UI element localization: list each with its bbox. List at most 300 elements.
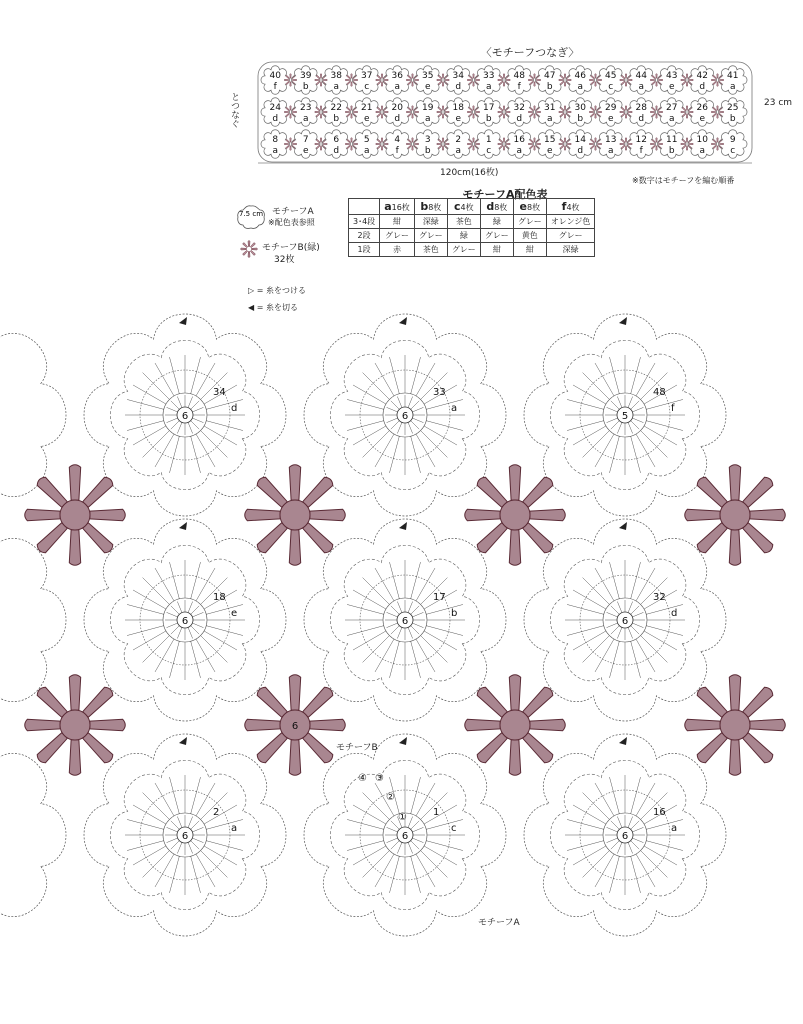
joining-grid xyxy=(250,60,762,164)
stitch-line xyxy=(353,631,386,650)
color-table xyxy=(348,198,595,257)
motif-center-count: 6 xyxy=(621,616,629,627)
color-cell: 赤 xyxy=(380,243,415,257)
stitch-line xyxy=(155,639,174,672)
stitch-line xyxy=(391,421,399,429)
motif-a-legend-icon xyxy=(236,204,266,230)
joining-cell-number: 3 xyxy=(424,135,431,145)
joining-cell-number: 6 xyxy=(333,135,340,145)
color-cell: オレンジ色 xyxy=(546,215,595,229)
stitch-line xyxy=(192,827,203,832)
legend-cut-yarn: ◀ = 糸を切る xyxy=(248,303,298,312)
stitch-line xyxy=(628,842,633,853)
stitch-line xyxy=(411,421,419,429)
stitch-line xyxy=(389,436,399,473)
stitch-line xyxy=(573,426,606,445)
stitch-line xyxy=(191,436,201,473)
joining-cell-number: 36 xyxy=(391,71,403,81)
stitch-line xyxy=(206,626,243,636)
table-row xyxy=(349,243,595,257)
stitch-line xyxy=(127,421,164,431)
stitch-line xyxy=(188,842,193,853)
table-row xyxy=(349,229,595,243)
round-marker: ③ xyxy=(375,773,384,784)
stitch-line xyxy=(191,641,201,678)
joining-cell-number: 24 xyxy=(269,103,281,113)
stitch-line xyxy=(628,602,633,613)
stitch-line xyxy=(389,641,399,678)
stitch-line xyxy=(411,626,419,634)
table-row xyxy=(349,215,595,229)
stitch-line xyxy=(347,626,384,636)
stitch-line xyxy=(632,407,643,412)
stitch-line xyxy=(567,841,604,851)
stitch-line xyxy=(646,421,683,431)
motif-number: 18 xyxy=(213,592,226,603)
joining-cell-number: 25 xyxy=(727,103,739,113)
stitch-line xyxy=(609,436,619,473)
stitch-line xyxy=(583,373,610,400)
joining-cell-number: 16 xyxy=(513,135,525,145)
stitch-line xyxy=(408,397,413,408)
joining-cell-number: 9 xyxy=(729,135,736,145)
motif-b-center xyxy=(60,710,90,740)
joining-cell-letter: c xyxy=(608,82,614,92)
joining-cell-letter: e xyxy=(424,82,431,92)
stitch-line xyxy=(607,827,618,832)
stitch-line xyxy=(204,426,237,445)
joining-cell-number: 37 xyxy=(361,71,373,81)
motif-b xyxy=(245,465,346,566)
stitch-line xyxy=(611,606,619,614)
motif-a xyxy=(524,734,726,936)
joining-cell-letter: d xyxy=(516,114,523,124)
joining-cell-number: 7 xyxy=(302,135,309,145)
motif-b xyxy=(685,465,786,566)
stitch-line xyxy=(196,854,215,887)
stitch-line xyxy=(421,431,448,458)
stitch-line xyxy=(412,612,423,617)
stitch-line xyxy=(416,639,435,672)
stitch-line xyxy=(143,578,170,605)
stitch-line xyxy=(191,777,201,814)
stitch-line xyxy=(408,817,413,828)
joining-cell-number: 18 xyxy=(452,103,464,113)
stitch-line xyxy=(644,846,677,865)
stitch-line xyxy=(595,363,614,396)
color-cell: グレー xyxy=(480,229,513,243)
stitch-line xyxy=(631,841,639,849)
motif-number: 48 xyxy=(653,387,666,398)
color-header: e8枚 xyxy=(513,199,546,215)
round-label: 3･4段 xyxy=(349,215,380,229)
color-cell: 黄色 xyxy=(513,229,546,243)
height-label: 23 cm xyxy=(764,98,793,108)
joining-cell-letter: b xyxy=(302,82,309,92)
joining-cell-letter: a xyxy=(577,82,584,92)
stitch-line xyxy=(646,604,683,614)
stitch-line xyxy=(375,568,394,601)
stitch-line xyxy=(353,590,386,609)
joining-cell-number: 47 xyxy=(544,71,556,81)
joining-cell-number: 44 xyxy=(635,71,647,81)
stitch-line xyxy=(363,578,390,605)
stitch-line xyxy=(191,421,199,429)
joining-cell-letter: b xyxy=(577,114,584,124)
stitch-line xyxy=(416,854,435,887)
stitch-line xyxy=(169,436,179,473)
motif-color-letter: b xyxy=(451,608,458,619)
stitch-line xyxy=(171,841,179,849)
stitch-line xyxy=(171,401,179,409)
joining-cell-number: 40 xyxy=(269,71,281,81)
color-cell: 紺 xyxy=(480,243,513,257)
stitch-line xyxy=(424,846,457,865)
motif-b-center xyxy=(720,500,750,530)
stitch-line xyxy=(607,623,618,628)
stitch-line xyxy=(387,827,398,832)
motif-center-count: 6 xyxy=(401,616,409,627)
stitch-line xyxy=(347,421,384,431)
stitch-line xyxy=(632,827,643,832)
stitch-line xyxy=(573,805,606,824)
joining-cell-letter: d xyxy=(333,146,340,156)
stitch-line xyxy=(424,426,457,445)
joining-cell-number: 2 xyxy=(455,135,462,145)
stitch-line xyxy=(188,422,193,433)
stitch-line xyxy=(171,626,179,634)
joining-cell-letter: e xyxy=(668,82,675,92)
stitch-line xyxy=(595,783,614,816)
motif-b-legend-name: モチーフB(緑) xyxy=(262,243,320,253)
stitch-line xyxy=(191,821,199,829)
stitch-line xyxy=(391,841,399,849)
joining-cell-number: 1 xyxy=(485,135,492,145)
cut-yarn-mark xyxy=(399,737,407,745)
stitch-line xyxy=(133,590,166,609)
stitch-line xyxy=(143,373,170,400)
joining-cell-letter: f xyxy=(273,82,277,92)
stitch-line xyxy=(177,627,182,638)
stitch-line xyxy=(387,838,398,843)
stitch-line xyxy=(628,627,633,638)
joining-cell-number: 14 xyxy=(574,135,586,145)
color-cell: 緑 xyxy=(447,229,480,243)
joining-cell-letter: a xyxy=(668,114,675,124)
joining-cell-number: 42 xyxy=(696,71,708,81)
motif-b-center xyxy=(60,500,90,530)
joining-cell-number: 46 xyxy=(574,71,586,81)
stitch-line xyxy=(347,604,384,614)
joining-cell-number: 12 xyxy=(635,135,647,145)
stitch-line xyxy=(583,431,610,458)
stitch-line xyxy=(387,407,398,412)
joining-cell-letter: c xyxy=(730,146,736,156)
stitch-line xyxy=(177,397,182,408)
joining-cell-letter: a xyxy=(333,82,340,92)
stitch-line xyxy=(177,422,182,433)
joining-cell-letter: a xyxy=(272,146,279,156)
joining-cell-letter: d xyxy=(394,114,401,124)
stitch-line xyxy=(155,568,174,601)
motif-b-center xyxy=(720,710,750,740)
stitch-line xyxy=(646,399,683,409)
round-marker: ① xyxy=(398,812,407,823)
stitch-line xyxy=(167,407,178,412)
joining-cell-number: 22 xyxy=(330,103,342,113)
round-label: 2段 xyxy=(349,229,380,243)
color-cell: グレー xyxy=(380,229,415,243)
stitch-line xyxy=(631,606,639,614)
motif-color-letter: a xyxy=(231,823,238,834)
joining-cell-number: 28 xyxy=(635,103,647,113)
stitch-line xyxy=(389,562,399,599)
motif-a-caption: モチーフA xyxy=(478,918,520,928)
joining-cell-number: 4 xyxy=(394,135,401,145)
stitch-line xyxy=(421,636,448,663)
joining-cell-number: 15 xyxy=(544,135,556,145)
round-marker: ② xyxy=(386,792,395,803)
joining-cell-number: 27 xyxy=(666,103,678,113)
stitch-line xyxy=(169,357,179,394)
cut-yarn-mark xyxy=(619,737,627,745)
motif-color-letter: a xyxy=(451,403,458,414)
cut-yarn-mark xyxy=(179,317,187,325)
stitch-line xyxy=(167,838,178,843)
stitch-line xyxy=(607,407,618,412)
stitch-line xyxy=(133,631,166,650)
stitch-line xyxy=(611,841,619,849)
joining-cell-number: 48 xyxy=(513,71,525,81)
joining-cell-letter: b xyxy=(729,114,736,124)
stitch-line xyxy=(204,846,237,865)
joining-cell-letter: b xyxy=(546,82,553,92)
stitch-line xyxy=(353,805,386,824)
joining-cell-letter: a xyxy=(302,114,309,124)
stitch-line xyxy=(191,856,201,893)
stitch-line xyxy=(631,436,641,473)
motif-color-letter: d xyxy=(231,403,238,414)
joining-cell-letter: f xyxy=(395,146,399,156)
stitch-line xyxy=(426,421,463,431)
motif-number: 32 xyxy=(653,592,666,603)
stitch-line xyxy=(169,777,179,814)
stitch-line xyxy=(363,431,390,458)
stitch-line xyxy=(192,623,203,628)
stitch-line xyxy=(636,854,655,887)
stitch-line xyxy=(201,636,228,663)
color-cell: 深緑 xyxy=(546,243,595,257)
color-header: a16枚 xyxy=(380,199,415,215)
joining-cell-letter: c xyxy=(486,146,492,156)
stitch-line xyxy=(155,783,174,816)
motif-b xyxy=(685,675,786,776)
stitch-line xyxy=(408,627,413,638)
stitch-line xyxy=(363,373,390,400)
stitch-line xyxy=(583,851,610,878)
stitch-line xyxy=(646,819,683,829)
stitch-line xyxy=(411,777,421,814)
stitch-line xyxy=(628,817,633,828)
stitch-line xyxy=(412,407,423,412)
motif-b-legend-count: 32枚 xyxy=(274,255,295,265)
stitch-line xyxy=(611,401,619,409)
joining-cell-letter: e xyxy=(699,114,706,124)
stitch-line xyxy=(127,841,164,851)
stitch-line xyxy=(397,842,402,853)
stitch-line xyxy=(632,838,643,843)
stitch-line xyxy=(421,851,448,878)
stitch-line xyxy=(201,431,228,458)
joining-cell-number: 13 xyxy=(605,135,617,145)
stitch-line xyxy=(167,827,178,832)
stitch-line xyxy=(426,841,463,851)
stitch-line xyxy=(408,842,413,853)
motif-number: 17 xyxy=(433,592,446,603)
stitch-line xyxy=(167,612,178,617)
cut-yarn-mark xyxy=(399,522,407,530)
joining-cell-letter: a xyxy=(638,82,645,92)
stitch-line xyxy=(191,626,199,634)
stitch-line xyxy=(567,626,604,636)
stitch-line xyxy=(375,363,394,396)
stitch-line xyxy=(628,422,633,433)
stitch-line xyxy=(595,568,614,601)
stitch-line xyxy=(389,856,399,893)
stitch-line xyxy=(631,641,641,678)
stitch-line xyxy=(143,793,170,820)
joining-cell-letter: a xyxy=(546,114,553,124)
motif-center-count: 6 xyxy=(181,411,189,422)
stitch-line xyxy=(192,418,203,423)
joining-cell-number: 26 xyxy=(696,103,708,113)
stitch-line xyxy=(631,777,641,814)
stitch-line xyxy=(347,841,384,851)
partial-motif-left xyxy=(0,734,66,936)
stitch-line xyxy=(411,641,421,678)
stitch-line xyxy=(636,434,655,467)
motif-a-legend-note: ※配色表参照 xyxy=(268,218,315,227)
joining-cell-letter: b xyxy=(424,146,431,156)
joining-cell-number: 19 xyxy=(422,103,434,113)
stitch-line xyxy=(583,793,610,820)
motif-b-legend-icon xyxy=(240,240,258,258)
joining-cell-number: 21 xyxy=(361,103,373,113)
stitch-line xyxy=(646,626,683,636)
stitch-line xyxy=(573,590,606,609)
motif-color-letter: f xyxy=(671,403,675,414)
stitch-line xyxy=(391,606,399,614)
stitch-line xyxy=(424,631,457,650)
joining-cell-number: 29 xyxy=(605,103,617,113)
stitch-line xyxy=(143,636,170,663)
stitch-line xyxy=(206,841,243,851)
joining-cell-letter: e xyxy=(607,114,614,124)
stitch-line xyxy=(155,434,174,467)
stitch-line xyxy=(387,418,398,423)
stitch-line xyxy=(641,851,668,878)
stitch-line xyxy=(583,578,610,605)
motif-a xyxy=(524,314,726,516)
joining-cell-number: 33 xyxy=(483,71,495,81)
stitch-line xyxy=(196,639,215,672)
stitch-line xyxy=(408,602,413,613)
stitch-line xyxy=(375,854,394,887)
color-cell: 紺 xyxy=(380,215,415,229)
stitch-line xyxy=(167,418,178,423)
color-cell: グレー xyxy=(546,229,595,243)
stitch-line xyxy=(397,397,402,408)
stitch-line xyxy=(391,401,399,409)
stitch-line xyxy=(155,363,174,396)
cut-yarn-mark xyxy=(179,522,187,530)
joining-cell-letter: a xyxy=(424,114,431,124)
stitch-line xyxy=(411,436,421,473)
motif-center-count: 6 xyxy=(401,411,409,422)
stitch-line xyxy=(375,434,394,467)
stitch-line xyxy=(143,431,170,458)
joining-cell-letter: c xyxy=(364,82,370,92)
stitch-line xyxy=(387,612,398,617)
stitch-line xyxy=(171,421,179,429)
stitch-line xyxy=(206,604,243,614)
stitch-line xyxy=(408,422,413,433)
stitch-line xyxy=(631,401,639,409)
color-cell: グレー xyxy=(447,243,480,257)
stitch-line xyxy=(411,562,421,599)
partial-motif-left xyxy=(0,519,66,721)
joining-cell-letter: a xyxy=(485,82,492,92)
motif-a xyxy=(84,734,286,936)
stitch-line xyxy=(416,434,435,467)
stitch-line xyxy=(411,357,421,394)
stitch-line xyxy=(617,397,622,408)
stitch-line xyxy=(155,854,174,887)
motif-b-legend-shape xyxy=(241,241,258,258)
stitch-line xyxy=(641,431,668,458)
stitch-line xyxy=(177,817,182,828)
joining-title: 〈モチーフつなぎ〉 xyxy=(480,46,580,59)
joining-cell-number: 5 xyxy=(363,135,370,145)
stitch-line xyxy=(347,819,384,829)
stitch-line xyxy=(567,399,604,409)
stitch-line xyxy=(204,805,237,824)
motif-a xyxy=(304,314,506,516)
joining-cell-letter: a xyxy=(607,146,614,156)
stitch-line xyxy=(191,606,199,614)
color-table-title: モチーフA配色表 xyxy=(462,188,548,201)
motif-number: 1 xyxy=(433,807,440,818)
joining-cell-letter: a xyxy=(394,82,401,92)
motif-center-count: 5 xyxy=(621,411,629,422)
joining-cell-letter: a xyxy=(699,146,706,156)
motif-a xyxy=(304,734,506,936)
stitch-line xyxy=(192,838,203,843)
stitch-line xyxy=(617,627,622,638)
stitch-line xyxy=(631,821,639,829)
stitch-line xyxy=(387,623,398,628)
motif-b xyxy=(25,675,126,776)
stitch-line xyxy=(644,426,677,445)
stitch-line xyxy=(353,846,386,865)
joining-cell-letter: d xyxy=(455,82,462,92)
joining-cell-letter: e xyxy=(302,146,309,156)
motif-a-legend-name: モチーフA xyxy=(272,207,314,217)
joining-cell-letter: a xyxy=(516,146,523,156)
stitch-line xyxy=(188,397,193,408)
stitch-line xyxy=(609,856,619,893)
width-label: 120cm(16枚) xyxy=(440,168,499,178)
